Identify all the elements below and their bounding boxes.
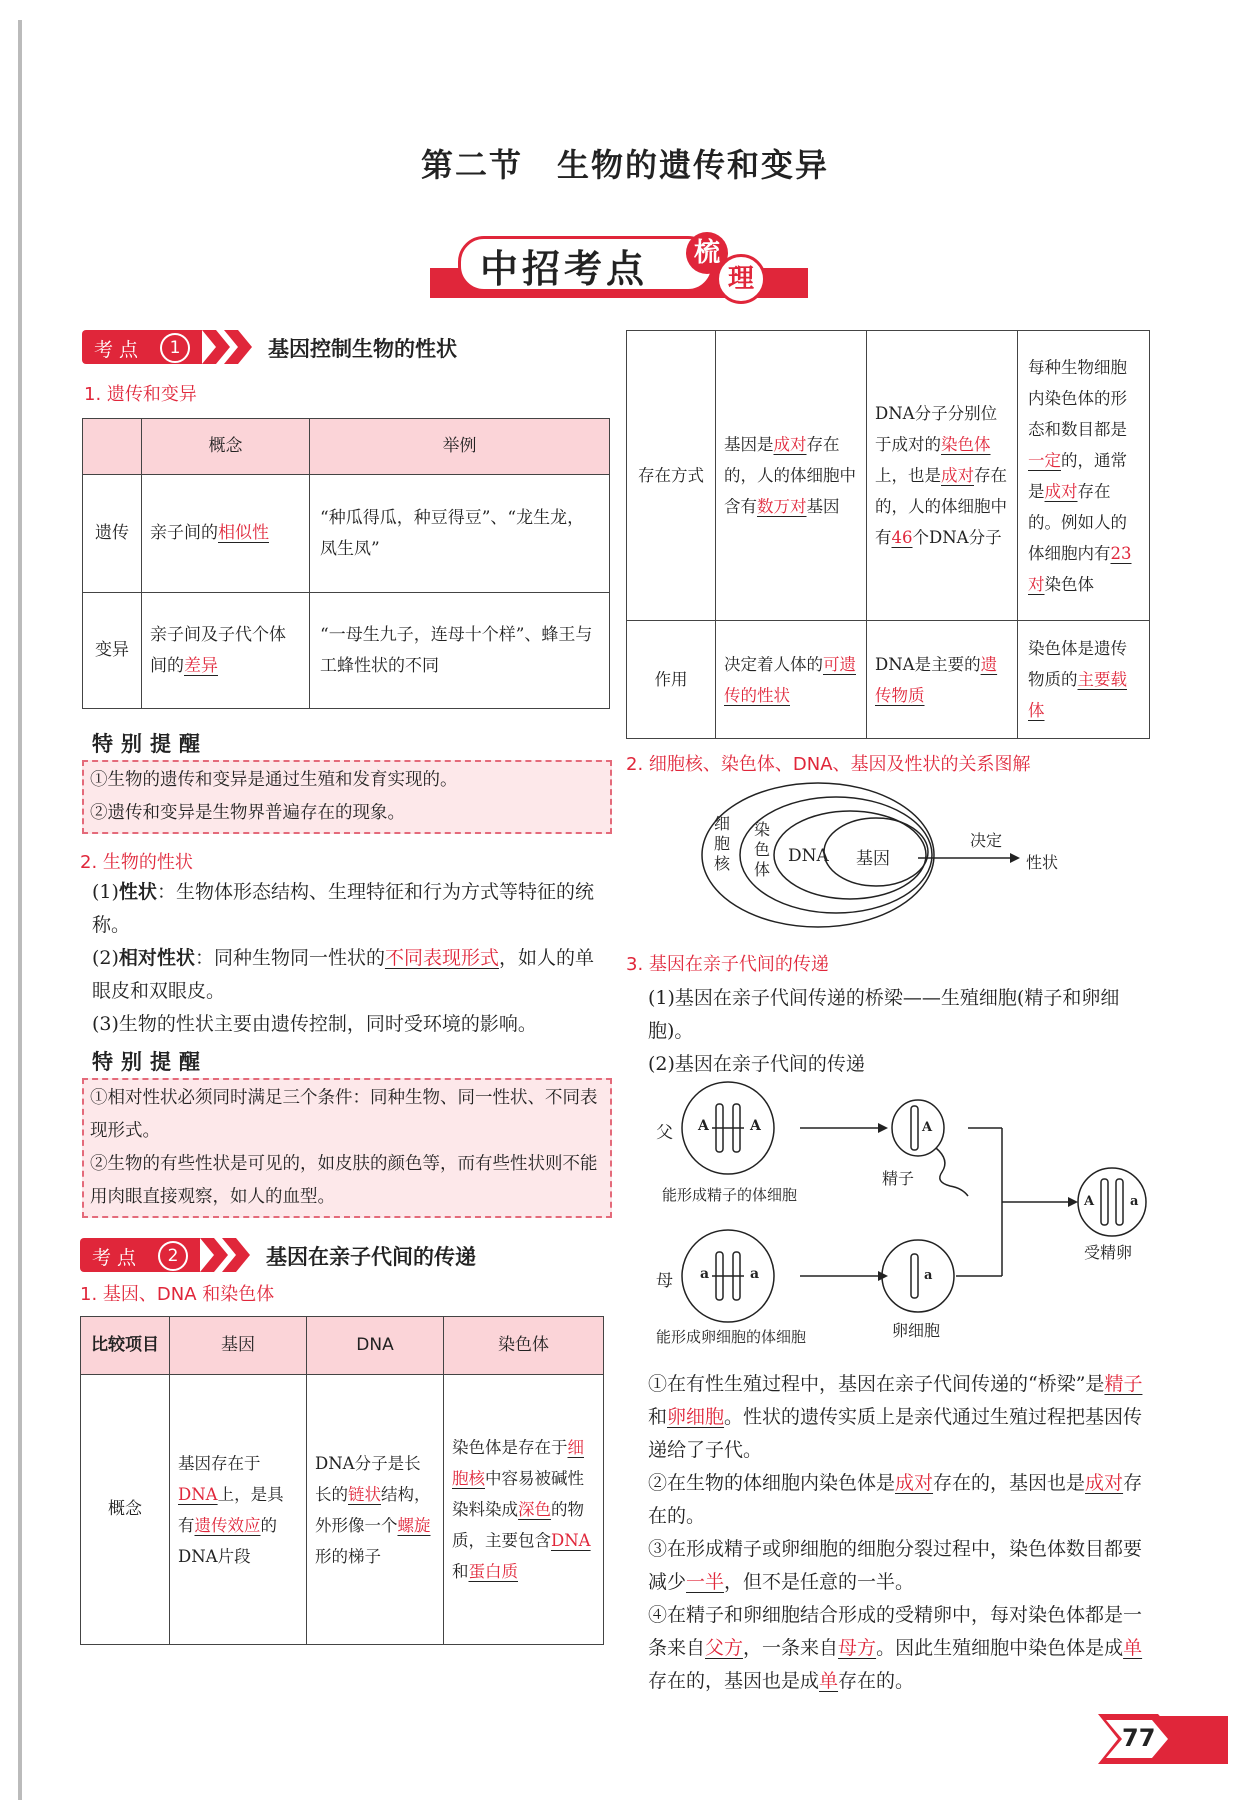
note bbox=[648, 1368, 1158, 1467]
cell-text: DNA分子是长长的 bbox=[315, 1453, 421, 1504]
cell-text: “种瓜得瓜，种豆得豆”、“龙生龙，凤生凤” bbox=[310, 475, 610, 593]
cell-text: 存在的，人的体细胞中有 bbox=[875, 466, 1007, 547]
paragraph-text: (1)基因在亲子代间传递的桥梁——生殖细胞(精子和卵细胞)。 bbox=[648, 987, 1120, 1042]
term-text: ：生物体形态结构、生理特征和行为方式等特征的统称。 bbox=[92, 881, 594, 936]
label-sperm: 精子 bbox=[882, 1169, 915, 1188]
allele-a: a bbox=[700, 1266, 710, 1282]
table-row bbox=[83, 475, 610, 593]
label-chromosome: 染色体 bbox=[754, 820, 771, 879]
item-number: (1) bbox=[92, 881, 119, 903]
cell-text: 染色体是存在于 bbox=[452, 1438, 568, 1457]
kp1-sub1: 1. 遗传和变异 bbox=[84, 384, 197, 405]
answer-blank: 螺旋 bbox=[397, 1515, 431, 1535]
label-egg: 卵细胞 bbox=[892, 1321, 941, 1340]
cell-text: 决定着人体的 bbox=[724, 654, 823, 674]
answer-blank: 主要载体 bbox=[1028, 670, 1127, 720]
table-row bbox=[83, 593, 610, 709]
right-sub2: 2. 细胞核、染色体、DNA、基因及性状的关系图解 bbox=[626, 754, 1031, 775]
banner-seal-1: 梳 bbox=[686, 232, 728, 274]
answer-blank: 卵细胞 bbox=[667, 1406, 725, 1428]
term-text: ，如人的单眼皮和双眼皮。 bbox=[92, 947, 594, 1002]
note-text: ③在形成精子或卵细胞的细胞分裂过程中，染色体数目都要减少 bbox=[648, 1538, 1143, 1593]
allele-A: A bbox=[1084, 1194, 1095, 1209]
label-sperm-cell: 能形成精子的体细胞 bbox=[662, 1186, 798, 1204]
note-text: 存在的。 bbox=[838, 1670, 915, 1692]
binding-edge bbox=[18, 20, 22, 1800]
allele-A: A bbox=[922, 1120, 933, 1135]
table1-header: 举例 bbox=[310, 419, 610, 475]
answer-blank: 单 bbox=[1123, 1637, 1143, 1659]
note-text: 存在的，基因也是 bbox=[933, 1472, 1086, 1494]
answer-blank: 成对 bbox=[1085, 1472, 1124, 1494]
table1-header: 概念 bbox=[142, 419, 310, 475]
tip-line: ②遗传和变异是生物界普遍存在的现象。 bbox=[90, 803, 405, 823]
answer-blank: 成对 bbox=[895, 1472, 934, 1494]
cell-text: 染色体 bbox=[1044, 574, 1094, 594]
double-arrow-icon bbox=[200, 1238, 256, 1272]
row-name: 作用 bbox=[627, 621, 716, 739]
answer-blank: 相似性 bbox=[218, 523, 269, 543]
cell-text: 的，通常是 bbox=[1028, 450, 1127, 501]
cell-text: 的DNA片段 bbox=[178, 1515, 277, 1566]
note bbox=[648, 1599, 1158, 1698]
term-label: 相对性状 bbox=[118, 947, 195, 969]
banner-seal-2: 理 bbox=[716, 254, 766, 304]
note-text: 和 bbox=[648, 1406, 668, 1428]
answer-blank: DNA bbox=[178, 1484, 218, 1504]
kp1-number: 1 bbox=[160, 333, 190, 363]
cell-text: 结构，外形像一个 bbox=[315, 1484, 431, 1535]
answer-blank: 母方 bbox=[838, 1637, 877, 1659]
answer-blank: 46 bbox=[891, 528, 913, 547]
cell-text: 染色体是遗传物质的 bbox=[1028, 639, 1127, 689]
kp2-badge: 考 点 bbox=[92, 1247, 137, 1269]
term-text: ：同种生物同一性状的 bbox=[194, 947, 385, 969]
kp1-title: 基因控制生物的性状 bbox=[268, 337, 457, 361]
label-decide: 决定 bbox=[970, 831, 1003, 850]
cell-text: DNA分子分别位于成对的 bbox=[875, 404, 998, 454]
answer-blank: 蛋白质 bbox=[468, 1562, 518, 1581]
table2-header: 染色体 bbox=[444, 1317, 604, 1375]
kp1-heading bbox=[82, 330, 622, 364]
note-text: 。性状的遗传实质上是亲代通过生殖过程把基因传递给了子代。 bbox=[648, 1406, 1143, 1461]
label-egg-cell: 能形成卵细胞的体细胞 bbox=[656, 1328, 807, 1346]
transmission-graphic bbox=[650, 1080, 1160, 1340]
cell-text: 个DNA分子 bbox=[912, 528, 1002, 547]
note bbox=[648, 1533, 1158, 1599]
transmission-diagram bbox=[650, 1080, 1160, 1346]
bridge-paragraph bbox=[648, 982, 1154, 1081]
note-text: 存在的。 bbox=[648, 1472, 1143, 1527]
label-mother: 母 bbox=[656, 1271, 673, 1291]
label-father: 父 bbox=[656, 1123, 673, 1143]
page-number-badge bbox=[1088, 1710, 1228, 1768]
answer-blank: 数万对 bbox=[757, 497, 807, 516]
answer-blank: 精子 bbox=[1104, 1373, 1143, 1395]
cell-text: 基因 bbox=[806, 497, 840, 516]
cell-text: 形的梯子 bbox=[315, 1546, 381, 1566]
note-text: ④在精子和卵细胞结合形成的受精卵中，每对染色体都是一条来自 bbox=[648, 1604, 1143, 1659]
cell-text: 存在的。例如人的体细胞内有 bbox=[1028, 481, 1127, 563]
answer-blank: 成对 bbox=[941, 466, 974, 485]
allele-a: a bbox=[924, 1268, 933, 1283]
allele-a: a bbox=[750, 1266, 760, 1282]
kp2-sub1: 1. 基因、DNA 和染色体 bbox=[80, 1284, 275, 1305]
cell-text: 亲子间及子代个体间的 bbox=[150, 624, 286, 676]
tip-line: ②生物的有些性状是可见的，如皮肤的颜色等，而有些性状则不能用肉眼直接观察，如人的血型。 bbox=[90, 1154, 598, 1207]
row-name: 概念 bbox=[81, 1375, 170, 1645]
table-row bbox=[627, 331, 1150, 621]
answer-blank: 23对 bbox=[1028, 543, 1132, 594]
answer-blank: 差异 bbox=[184, 655, 218, 676]
heredity-variation-table bbox=[82, 418, 610, 709]
label-trait: 性状 bbox=[1026, 853, 1059, 872]
answer-blank: 单 bbox=[819, 1670, 839, 1692]
answer-blank: 遗传物质 bbox=[875, 654, 998, 705]
term-label: 性状 bbox=[118, 881, 157, 903]
paragraph-text: (2)基因在亲子代间的传递 bbox=[648, 1053, 865, 1075]
note-text: ①在有性生殖过程中，基因在亲子代间传递的“桥梁”是 bbox=[648, 1373, 1105, 1395]
cell-text: “一母生九子，连母十个样”、蜂王与工蜂性状的不同 bbox=[310, 593, 610, 709]
page-number: 77 bbox=[1122, 1724, 1156, 1752]
cell-text: DNA是主要的 bbox=[875, 654, 981, 674]
trait-paragraph bbox=[92, 876, 610, 1041]
answer-blank: 细胞核 bbox=[452, 1438, 584, 1488]
cell-text: 上，也是 bbox=[875, 466, 941, 485]
note-text: ，但不是任意的一半。 bbox=[724, 1571, 915, 1593]
table2-header: 基因 bbox=[170, 1317, 307, 1375]
answer-blank: 一定 bbox=[1028, 450, 1061, 470]
gene-dna-chromosome-table bbox=[80, 1316, 604, 1645]
kp2-title: 基因在亲子代间的传递 bbox=[266, 1245, 476, 1269]
tip1-box bbox=[82, 760, 612, 834]
table1-header bbox=[83, 419, 142, 475]
kp2-number: 2 bbox=[158, 1241, 188, 1271]
allele-A: A bbox=[698, 1118, 709, 1134]
banner-text: 中招考点 bbox=[480, 247, 649, 291]
cell-text: 中容易被碱性染料染成 bbox=[452, 1469, 584, 1519]
answer-blank: 成对 bbox=[773, 435, 807, 454]
cell-text: 和 bbox=[452, 1562, 469, 1581]
answer-blank: 遗传效应 bbox=[194, 1515, 261, 1535]
kp2-heading bbox=[80, 1238, 620, 1272]
answer-blank: DNA bbox=[551, 1531, 591, 1550]
item-number: (2) bbox=[92, 947, 119, 969]
tip-line: ①生物的遗传和变异是通过生殖和发育实现的。 bbox=[90, 770, 458, 790]
note-text: 。因此生殖细胞中染色体是成 bbox=[876, 1637, 1124, 1659]
answer-blank: 可遗传的性状 bbox=[724, 654, 856, 705]
cell-text: 存在的，人的体细胞中含有 bbox=[724, 435, 856, 516]
note-text: ②在生物的体细胞内染色体是 bbox=[648, 1472, 896, 1494]
answer-blank: 深色 bbox=[518, 1500, 551, 1519]
table2-header: 比较项目 bbox=[81, 1317, 170, 1375]
note-text: 存在的，基因也是成 bbox=[648, 1670, 820, 1692]
answer-blank: 染色体 bbox=[941, 435, 991, 454]
label-dna: DNA bbox=[788, 846, 829, 866]
cell-text: 每种生物细胞内染色体的形态和数目都是 bbox=[1028, 357, 1127, 439]
tip-line: ①相对性状必须同时满足三个条件：同种生物、同一性状、不同表现形式。 bbox=[90, 1088, 598, 1141]
label-gene: 基因 bbox=[856, 849, 890, 869]
allele-A: A bbox=[750, 1118, 761, 1134]
term-text: (3)生物的性状主要由遗传控制，同时受环境的影响。 bbox=[92, 1013, 537, 1035]
table-row bbox=[627, 621, 1150, 739]
table-row bbox=[81, 1375, 604, 1645]
answer-blank: 成对 bbox=[1044, 481, 1078, 501]
table2-header: DNA bbox=[307, 1317, 444, 1375]
cell-text: 的物质，主要包含 bbox=[452, 1500, 584, 1550]
notes-block bbox=[648, 1368, 1158, 1698]
kp1-sub2: 2. 生物的性状 bbox=[80, 852, 193, 873]
allele-a: a bbox=[1130, 1194, 1139, 1209]
label-zygote: 受精卵 bbox=[1084, 1243, 1133, 1262]
tip2-box bbox=[82, 1078, 612, 1218]
note-text: ，一条来自 bbox=[743, 1637, 839, 1659]
cell-text: 基因是 bbox=[724, 435, 774, 454]
answer-blank: 一半 bbox=[686, 1571, 725, 1593]
double-arrow-icon bbox=[202, 330, 258, 364]
tip2-head: 特别提醒 bbox=[92, 1050, 208, 1074]
cell-text: 基因存在于 bbox=[178, 1453, 261, 1473]
answer-blank: 不同表现形式 bbox=[384, 947, 499, 969]
row-name: 变异 bbox=[83, 593, 142, 709]
cell-text: 上，是具有 bbox=[178, 1484, 284, 1535]
tip1-head: 特别提醒 bbox=[92, 732, 208, 756]
nested-relationship-diagram bbox=[700, 780, 1060, 930]
answer-blank: 链状 bbox=[348, 1484, 381, 1504]
cell-text: 亲子间的 bbox=[150, 523, 218, 543]
answer-blank: 父方 bbox=[705, 1637, 744, 1659]
note bbox=[648, 1467, 1158, 1533]
row-name: 存在方式 bbox=[627, 331, 716, 621]
right-sub3: 3. 基因在亲子代间的传递 bbox=[626, 954, 829, 975]
label-nucleus: 细胞核 bbox=[714, 814, 731, 873]
section-banner bbox=[430, 232, 810, 300]
gene-dna-chromosome-table-cont bbox=[626, 330, 1150, 739]
page-title: 第二节 生物的遗传和变异 bbox=[420, 146, 829, 184]
kp1-badge: 考 点 bbox=[94, 339, 139, 361]
row-name: 遗传 bbox=[83, 475, 142, 593]
